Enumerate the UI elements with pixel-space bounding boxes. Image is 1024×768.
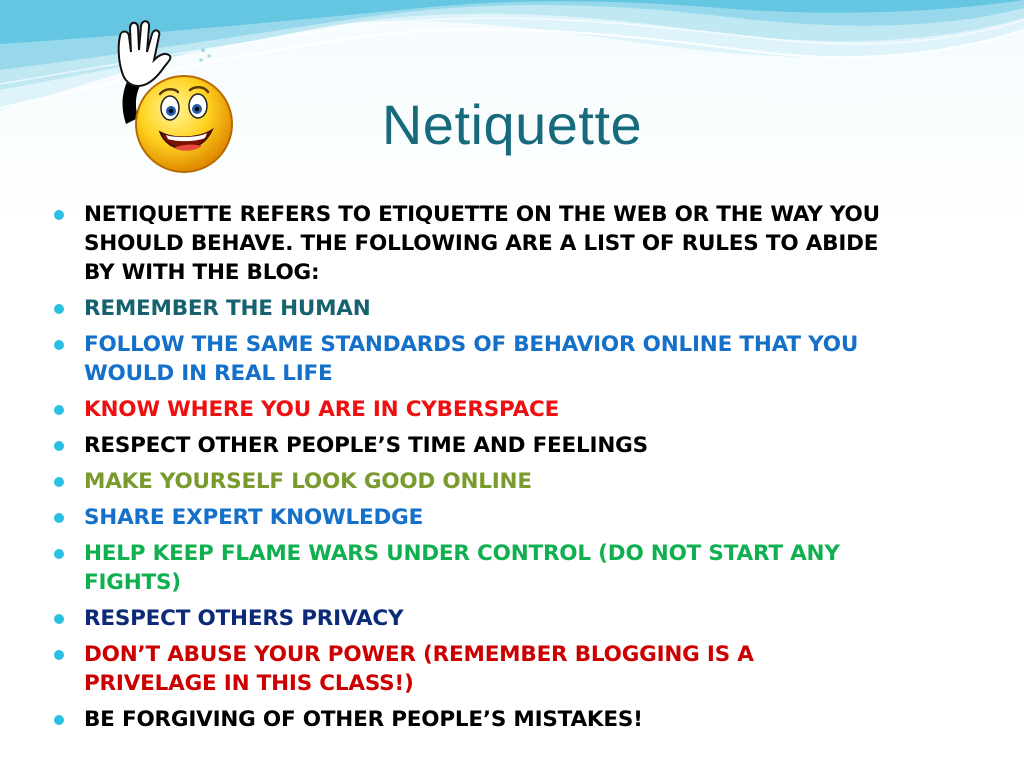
bullet-dot-icon bbox=[54, 650, 64, 660]
list-item bbox=[52, 294, 892, 323]
list-item bbox=[52, 200, 892, 287]
bullet-list bbox=[52, 200, 892, 741]
slide-title: Netiquette bbox=[381, 93, 643, 156]
bullet-text: RESPECT OTHERS PRIVACY bbox=[84, 606, 404, 631]
bullet-text: MAKE YOURSELF LOOK GOOD ONLINE bbox=[84, 469, 532, 494]
bullet-text: FOLLOW THE SAME STANDARDS OF BEHAVIOR ONLINE THAT YOU WOULD IN REAL LIFE bbox=[84, 332, 859, 386]
list-item bbox=[52, 604, 892, 633]
bullet-dot-icon bbox=[54, 340, 64, 350]
bullet-dot-icon bbox=[54, 614, 64, 624]
list-item bbox=[52, 503, 892, 532]
list-item bbox=[52, 705, 892, 734]
list-item bbox=[52, 539, 892, 597]
bullet-dot-icon bbox=[54, 549, 64, 559]
bullet-text: SHARE EXPERT KNOWLEDGE bbox=[84, 505, 424, 530]
bullet-dot-icon bbox=[54, 405, 64, 415]
list-item bbox=[52, 330, 892, 388]
bullet-text: HELP KEEP FLAME WARS UNDER CONTROL (DO NOT START ANY FIGHTS) bbox=[84, 541, 840, 595]
bullet-dot-icon bbox=[54, 441, 64, 451]
bullet-dot-icon bbox=[54, 513, 64, 523]
list-item bbox=[52, 431, 892, 460]
bullet-text: REMEMBER THE HUMAN bbox=[84, 296, 371, 321]
list-item bbox=[52, 467, 892, 496]
bullet-text: RESPECT OTHER PEOPLE’S TIME AND FEELINGS bbox=[84, 433, 648, 458]
bullet-text: DON’T ABUSE YOUR POWER (REMEMBER BLOGGING IS A PRIVELAGE IN THIS CLASS!) bbox=[84, 642, 754, 696]
bullet-text: NETIQUETTE REFERS TO ETIQUETTE ON THE WEB OR THE WAY YOU SHOULD BEHAVE. THE FOLLOWING ARE A LIST OF RULES TO ABIDE BY WITH THE BLOG: bbox=[84, 202, 880, 285]
bullet-dot-icon bbox=[54, 304, 64, 314]
list-item bbox=[52, 395, 892, 424]
list-item bbox=[52, 640, 892, 698]
bullet-text: KNOW WHERE YOU ARE IN CYBERSPACE bbox=[84, 397, 560, 422]
bullet-text: BE FORGIVING OF OTHER PEOPLE’S MISTAKES! bbox=[84, 707, 643, 732]
bullet-dot-icon bbox=[54, 715, 64, 725]
bullet-dot-icon bbox=[54, 477, 64, 487]
bullet-dot-icon bbox=[54, 210, 64, 220]
